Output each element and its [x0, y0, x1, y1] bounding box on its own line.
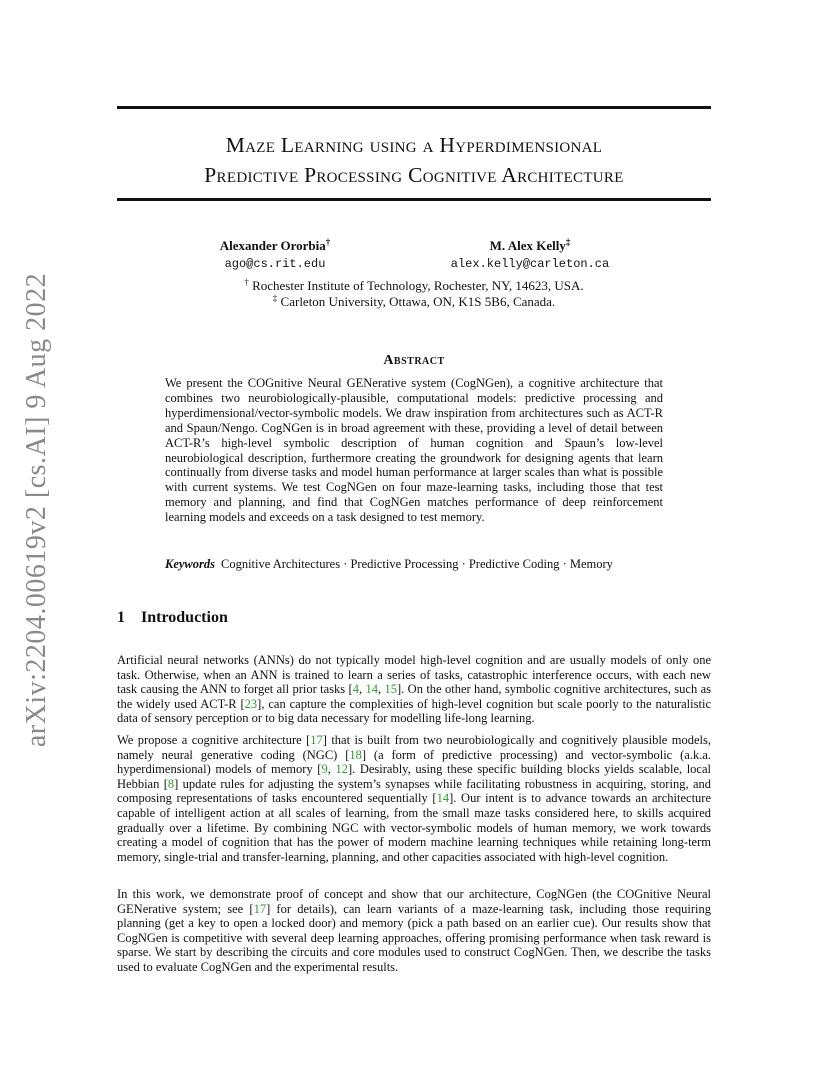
citation-link[interactable]: 17: [253, 901, 267, 916]
title-bottom-rule: [117, 198, 711, 201]
citation-link[interactable]: 4: [352, 682, 359, 697]
author-email-2[interactable]: alex.kelly@carleton.ca: [450, 257, 610, 271]
section-number: 1: [117, 609, 125, 626]
section-heading-introduction: [117, 609, 228, 627]
author-mark-2: ‡: [565, 237, 571, 247]
affiliation-2: ‡ Carleton University, Ottawa, ON, K1S 5B6, Canada.: [272, 293, 556, 309]
paper-title: [117, 130, 711, 190]
citation-link[interactable]: 17: [310, 733, 323, 747]
affiliation-1: † Rochester Institute of Technology, Rochester, NY, 14623, USA.: [244, 277, 584, 293]
keywords-list: Cognitive Architectures · Predictive Processing · Predictive Coding · Memory: [221, 557, 613, 571]
author-block-2: [425, 238, 635, 272]
keywords-line: [165, 557, 663, 572]
citation-link[interactable]: 15: [384, 682, 397, 697]
title-top-rule: [117, 106, 711, 109]
author-email-1[interactable]: ago@cs.rit.edu: [224, 257, 326, 271]
abstract-heading: Abstract: [383, 353, 445, 368]
intro-paragraph-1: Artificial neural networks (ANNs) do not typically model high-level cognition and are usually models of only one task. Otherwise, when an ANN is trained to learn a series of tasks, catastrophic interference occurs, with each new task causing the ANN to forget all prior tasks [4, 14, 15]. On the other hand, symbolic cognitive architectures, such as the widely used ACT-R [23], can capture the complexities of high-level cognition but scale poorly to the naturalistic data of sensory perception or to big data necessary for modelling life-long learning.: [117, 653, 712, 726]
citation-link[interactable]: 14: [436, 791, 450, 806]
citation-link[interactable]: 14: [365, 682, 378, 697]
citation-link[interactable]: 18: [349, 747, 362, 762]
citation-link[interactable]: 8: [167, 776, 175, 791]
author-block-1: [190, 238, 360, 272]
intro-paragraph-2: We propose a cognitive architecture [17] that is built from two neurobiologically and cognitively plausible models, namely neural generative coding (NGC) [18] (a form of predictive processing) and vector-symbolic (a.k.a. hyperdimensional) models of memory [9, 12]. Desirably, using these specific building blocks yields scalable, local Hebbian [8] update rules for adjusting the system’s synapses while facilitating robustness in acquiring, storing, and composing representations of tasks encountered sequentially [14]. Our intent is to advance towards an architecture capable of intelligent action at all scales of learning, from the small maze tasks considered here, to skills acquired gradually over a lifetime. By combining NGC with vector-symbolic models of human memory, we work towards creating a model of cognition that has the power of modern machine learning techniques while retaining long-term memory, single-trial and transfer-learning, planning, and other capacities associated with high-level cognition.: [117, 733, 712, 864]
abstract-text: We present the COGnitive Neural GENerative system (CogNGen), a cognitive architecture that combines two neurobiologically-plausible, computational models: predictive processing and hyperdimensional/vector-symbolic models. We draw inspiration from architectures such as ACT-R and Spaun/Nengo. CogNGen is in broad agreement with these, providing a level of detail between ACT-R’s high-level symbolic description of human cognition and Spaun’s low-level neurobiological description, furthermore creating the groundwork for designing agents that learn continually from diverse tasks and model human performance at larger scales than what is possible with current systems. We test CogNGen on four maze-learning tasks, including those that test memory and planning, and find that CogNGen matches performance of deep reinforcement learning models and exceeds on a task designed to test memory.: [165, 376, 663, 525]
section-title: Introduction: [141, 609, 228, 626]
author-mark-1: †: [325, 237, 331, 247]
citation-link[interactable]: 23: [244, 696, 258, 711]
intro-paragraph-3: In this work, we demonstrate proof of concept and show that our architecture, CogNGen (the COGnitive Neural GENerative system; see [17] for details), can learn variants of a maze-learning task, including those requiring planning (get a key to open a locked door) and memory (pick a path based on an earlier cue). Our results show that CogNGen is competitive with several deep learning approaches, offering promising performance when task reward is sparse. We start by describing the circuits and core modules used to construct CogNGen. Then, we describe the tasks used to evaluate CogNGen and the experimental results.: [117, 887, 711, 974]
arxiv-identifier: arXiv:2204.00619v2 [cs.AI] 9 Aug 2022: [21, 272, 52, 748]
title-line-1: Maze Learning using a Hyperdimensional: [225, 133, 603, 157]
author-name-2: M. Alex Kelly‡: [489, 237, 571, 253]
author-name-1: Alexander Ororbia†: [219, 237, 331, 253]
citation-link[interactable]: 9: [321, 762, 328, 777]
title-line-2: Predictive Processing Cognitive Architecture: [204, 163, 624, 187]
citation-link[interactable]: 12: [335, 762, 348, 777]
keywords-label: Keywords: [165, 557, 215, 571]
